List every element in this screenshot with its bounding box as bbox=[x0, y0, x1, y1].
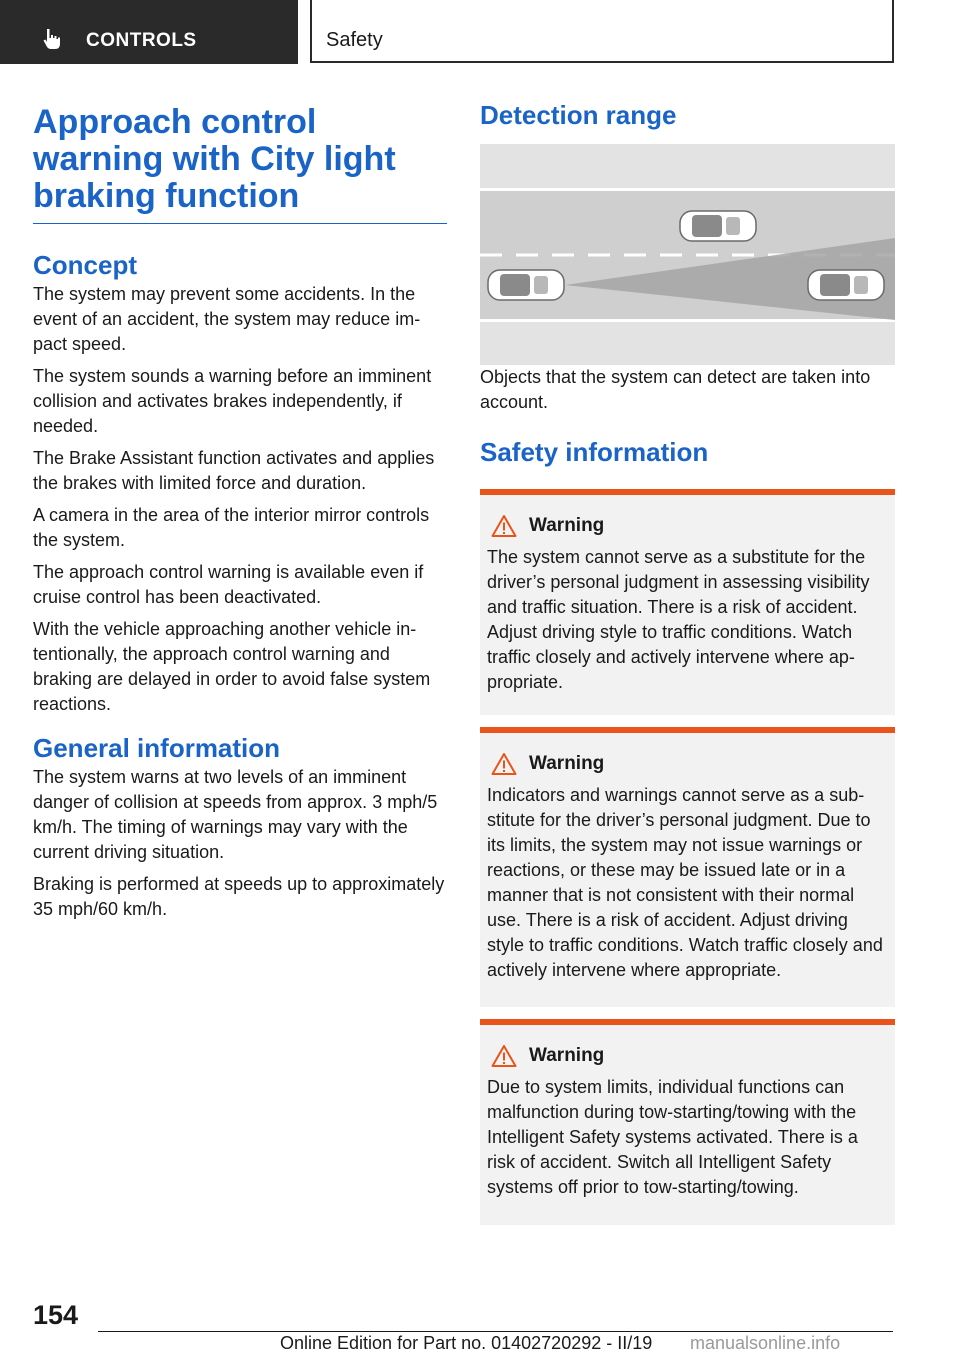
general-paragraph: Braking is performed at speeds up to approximately 35 mph/60 km/h. bbox=[33, 874, 445, 919]
safety-heading: Safety information bbox=[480, 437, 709, 467]
warning-title: Warning bbox=[529, 753, 605, 774]
edition-note: Online Edition for Part no. 01402720292 - II/19 bbox=[280, 1333, 653, 1353]
figure-caption: Objects that the system can detect are taken into account. bbox=[480, 367, 871, 412]
car-icon bbox=[680, 211, 756, 241]
warning-text: Indicators and warnings cannot serve as a substitute for the driver’s personal judgment. Due to its limits, the system may not issue warnings or reactions, or these may be issued late or in a manner that is not consistent with their normal use. There is a risk of accident. Adjust driving style to traffic conditions. Watch traffic closely and actively intervene where appropriate. bbox=[487, 785, 883, 980]
left-column bbox=[33, 104, 447, 929]
warning-box bbox=[480, 489, 895, 715]
hand-pointer-icon bbox=[40, 27, 64, 51]
warning-title: Warning bbox=[529, 515, 605, 536]
concept-paragraph: The approach control warning is available even if cruise control has been deactivated. bbox=[33, 562, 424, 607]
chapter-tab bbox=[0, 0, 298, 64]
watermark: manualsonline.info bbox=[690, 1333, 841, 1353]
section-tab bbox=[310, 0, 894, 63]
section-label: Safety bbox=[326, 29, 383, 51]
warning-triangle-icon bbox=[491, 514, 517, 538]
page-title: Approach control warning with City light braking function bbox=[33, 104, 447, 224]
footer-rule bbox=[98, 1331, 893, 1332]
concept-paragraph: The Brake Assistant function activates and applies the brakes with limited force and duration. bbox=[33, 448, 435, 493]
concept-heading: Concept bbox=[33, 250, 137, 280]
road-illustration bbox=[480, 144, 895, 365]
car-icon bbox=[488, 270, 564, 300]
detection-heading: Detection range bbox=[480, 100, 677, 130]
detection-range-figure bbox=[480, 144, 895, 365]
concept-paragraph: The system sounds a warning before an imminent collision and activates brakes independently, if needed. bbox=[33, 366, 432, 436]
car-icon bbox=[808, 270, 884, 300]
warning-box bbox=[480, 1019, 895, 1225]
chapter-label: CONTROLS bbox=[86, 30, 197, 51]
warning-text: Due to system limits, individual functions can malfunction during tow-starting/towing with the Intelligent Safety systems activated. There is a risk of accident. Switch all Intelligent Safety systems off prior to tow-starting/towing. bbox=[487, 1077, 858, 1197]
general-heading: General information bbox=[33, 733, 281, 763]
warning-text: The system cannot serve as a substitute for the driver’s personal judgment in assessing visibility and traffic situation. There is a risk of accident. Adjust driving style to traffic conditions. Watch traffic closely and actively intervene where appropriate. bbox=[487, 547, 870, 692]
warning-title: Warning bbox=[529, 1045, 605, 1066]
general-paragraph: The system warns at two levels of an imminent danger of collision at speeds from approx. 3 mph/5 km/h. The timing of warnings may vary with the current driving situation. bbox=[33, 767, 438, 862]
warning-triangle-icon bbox=[491, 1044, 517, 1068]
warning-box bbox=[480, 727, 895, 1007]
page-number: 154 bbox=[33, 1300, 79, 1330]
concept-paragraph: A camera in the area of the interior mirror controls the system. bbox=[33, 505, 430, 550]
concept-paragraph: With the vehicle approaching another vehicle intentionally, the approach control warning and braking are delayed in order to avoid false system reactions. bbox=[33, 619, 431, 714]
right-column bbox=[480, 100, 895, 1225]
warning-triangle-icon bbox=[491, 752, 517, 776]
concept-paragraph: The system may prevent some accidents. In the event of an accident, the system may reduce impact speed. bbox=[33, 284, 421, 354]
